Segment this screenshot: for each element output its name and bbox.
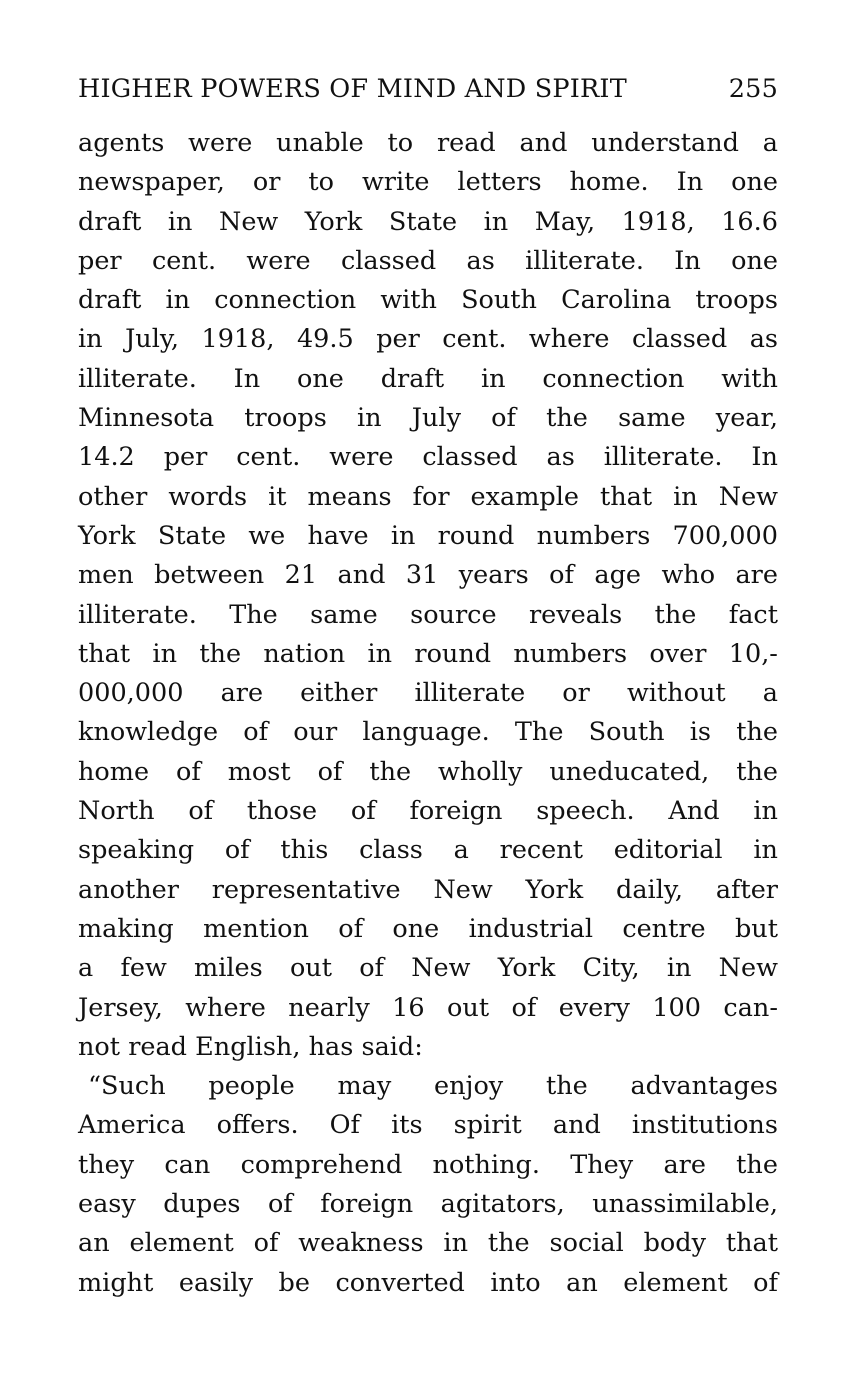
text-line: York State we have in round numbers 700,000 — [78, 520, 778, 551]
running-title: HIGHER POWERS OF MIND AND SPIRIT — [78, 74, 627, 104]
text-line: Minnesota troops in July of the same year, — [78, 403, 778, 434]
text-line: making mention of one industrial centre but — [78, 913, 778, 944]
running-header — [78, 66, 778, 112]
text-line: 000,000 are either illiterate or without a — [78, 678, 778, 709]
text-line-paragraph-start: “Such people may enjoy the advantages — [88, 1071, 778, 1102]
text-line: an element of weakness in the social body that — [78, 1228, 778, 1259]
text-line: agents were unable to read and understand a — [78, 128, 778, 158]
text-line: North of those of foreign speech. And in — [78, 796, 778, 827]
text-line: America offers. Of its spirit and institutions — [78, 1110, 778, 1141]
text-line: in July, 1918, 49.5 per cent. where classed as — [78, 324, 778, 355]
text-line: draft in connection with South Carolina troops — [78, 285, 778, 316]
text-line: newspaper, or to write letters home. In one — [78, 167, 778, 198]
text-line: other words it means for example that in New — [78, 481, 778, 512]
text-line: might easily be converted into an element of — [78, 1267, 778, 1298]
text-line: speaking of this class a recent editorial in — [78, 835, 778, 866]
text-line: per cent. were classed as illiterate. In one — [78, 245, 778, 276]
text-line: they can comprehend nothing. They are the — [78, 1149, 778, 1180]
text-line: men between 21 and 31 years of age who are — [78, 560, 778, 591]
text-line: another representative New York daily, after — [78, 874, 778, 905]
text-line: home of most of the wholly uneducated, the — [78, 756, 778, 787]
book-page — [78, 66, 778, 1303]
text-line: easy dupes of foreign agitators, unassimilable, — [78, 1189, 778, 1220]
text-line: a few miles out of New York City, in New — [78, 953, 778, 984]
text-line: 14.2 per cent. were classed as illiterate. In — [78, 442, 778, 473]
body-text — [78, 124, 778, 1303]
text-line: that in the nation in round numbers over 10,- — [78, 638, 778, 669]
text-line: draft in New York State in May, 1918, 16.6 — [78, 206, 778, 237]
text-line: illiterate. The same source reveals the fact — [78, 599, 778, 630]
page-number: 255 — [728, 74, 778, 104]
text-line: Jersey, where nearly 16 out of every 100 can- — [78, 992, 778, 1023]
text-line: illiterate. In one draft in connection with — [78, 363, 778, 394]
text-line-paragraph-end: not read English, has said: — [78, 1031, 423, 1062]
text-line: knowledge of our language. The South is the — [78, 717, 778, 748]
